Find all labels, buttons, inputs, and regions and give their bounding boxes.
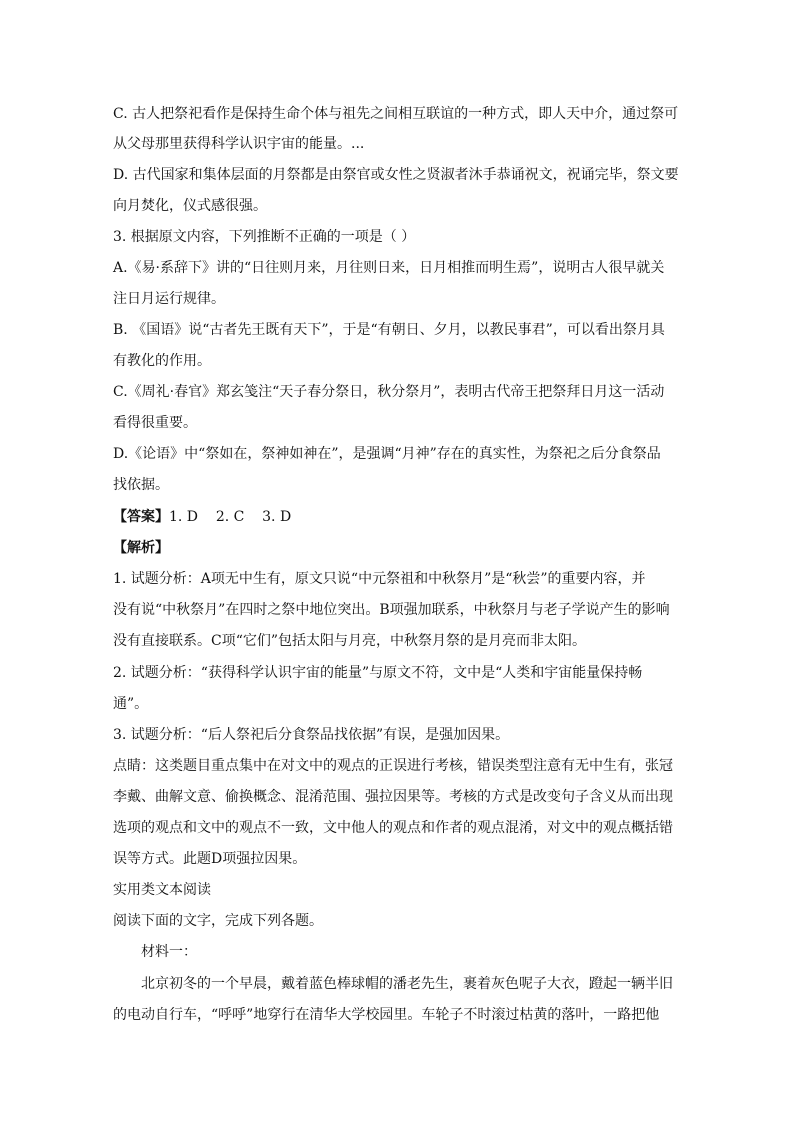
answer-label: 【答案】: [113, 509, 169, 525]
analysis-line: 没有直接联系。C项“它们”包括太阳与月亮，中秋祭月祭的是月亮而非太阳。: [113, 633, 587, 649]
key-point-line: 误等方式。此题D项强拉因果。: [113, 851, 307, 867]
key-point-line: 选项的观点和文中的观点不一致，文中他人的观点和作者的观点混淆，对文中的观点概括错: [113, 820, 673, 836]
question-3: 3. 根据原文内容，下列推断不正确的一项是（ ）: [113, 229, 416, 245]
material-line-1: 北京初冬的一个早晨，戴着蓝色棒球帽的潘老先生，裹着灰色呢子大衣，蹬起一辆半旧: [141, 976, 673, 992]
option-c-line-1: C. 古人把祭祀看作是保持生命个体与祖先之间相互联谊的一种方式，即人天中介，通过祭可: [113, 106, 679, 122]
analysis-line: 2. 试题分析：“获得科学认识宇宙的能量”与原文不符，文中是“人类和宇宙能量保持畅: [113, 665, 643, 681]
q3-option-d-line-2: 找依据。: [113, 477, 169, 493]
option-c-line-2: 从父母那里获得科学认识宇宙的能量。...: [113, 136, 365, 152]
analysis-line: 通”。: [113, 696, 149, 712]
material-line-2: 的电动自行车，“呼呼”地穿行在清华大学校园里。车轮子不时滚过枯黄的落叶，一路把他: [113, 1007, 660, 1023]
q3-option-a-line-1: A.《易·系辞下》讲的“日往则月来，月往则日来，日月相推而明生焉”，说明古人很早就关: [113, 260, 665, 276]
q3-option-c-line-1: C.《周礼·春官》郑玄笺注“天子春分祭日，秋分祭月”，表明古代帝王把祭拜日月这一活动: [113, 384, 665, 400]
q3-option-b-line-1: B. 《国语》说“古者先王既有天下”，于是“有朝日、夕月，以教民事君”，可以看出祭月具: [113, 322, 665, 338]
analysis-line: 3. 试题分析：“后人祭祀后分食祭品找依据”有误，是强加因果。: [113, 727, 510, 743]
analysis-line: 1. 试题分析：A项无中生有，原文只说“中元祭祖和中秋祭月”是“秋尝”的重要内容，并: [113, 571, 646, 587]
key-point-line: 李戴、曲解文意、偷换概念、混淆范围、强拉因果等。考核的方式是改变句子含义从而出现: [113, 789, 673, 805]
q3-option-b-line-2: 有教化的作用。: [113, 353, 211, 369]
answer-text: 1. D 2. C 3. D: [169, 509, 292, 525]
section-title: 实用类文本阅读: [113, 882, 211, 898]
analysis-label: 【解析】: [113, 540, 169, 556]
key-point-line: 点睛：这类题目重点集中在对文中的观点的正误进行考核，错误类型注意有无中生有，张冠: [113, 758, 673, 774]
option-d-line-2: 向月焚化，仪式感很强。: [113, 198, 267, 214]
q3-option-d-line-1: D.《论语》中“祭如在，祭神如神在”，是强调“月神”存在的真实性，为祭祀之后分食祭品: [113, 446, 661, 462]
answer-line: [113, 507, 713, 527]
analysis-line: 没有说“中秋祭月”在四时之祭中地位突出。B项强加联系，中秋祭月与老子学说产生的影响: [113, 602, 670, 618]
q3-option-c-line-2: 看得很重要。: [113, 415, 197, 431]
material-title: 材料一：: [141, 944, 197, 960]
option-d-line-1: D. 古代国家和集体层面的月祭都是由祭官或女性之贤淑者沐手恭诵祝文，祝诵完毕，祭文要: [113, 167, 679, 183]
q3-option-a-line-2: 注日月运行规律。: [113, 291, 225, 307]
instruction-line: 阅读下面的文字，完成下列各题。: [113, 913, 323, 929]
